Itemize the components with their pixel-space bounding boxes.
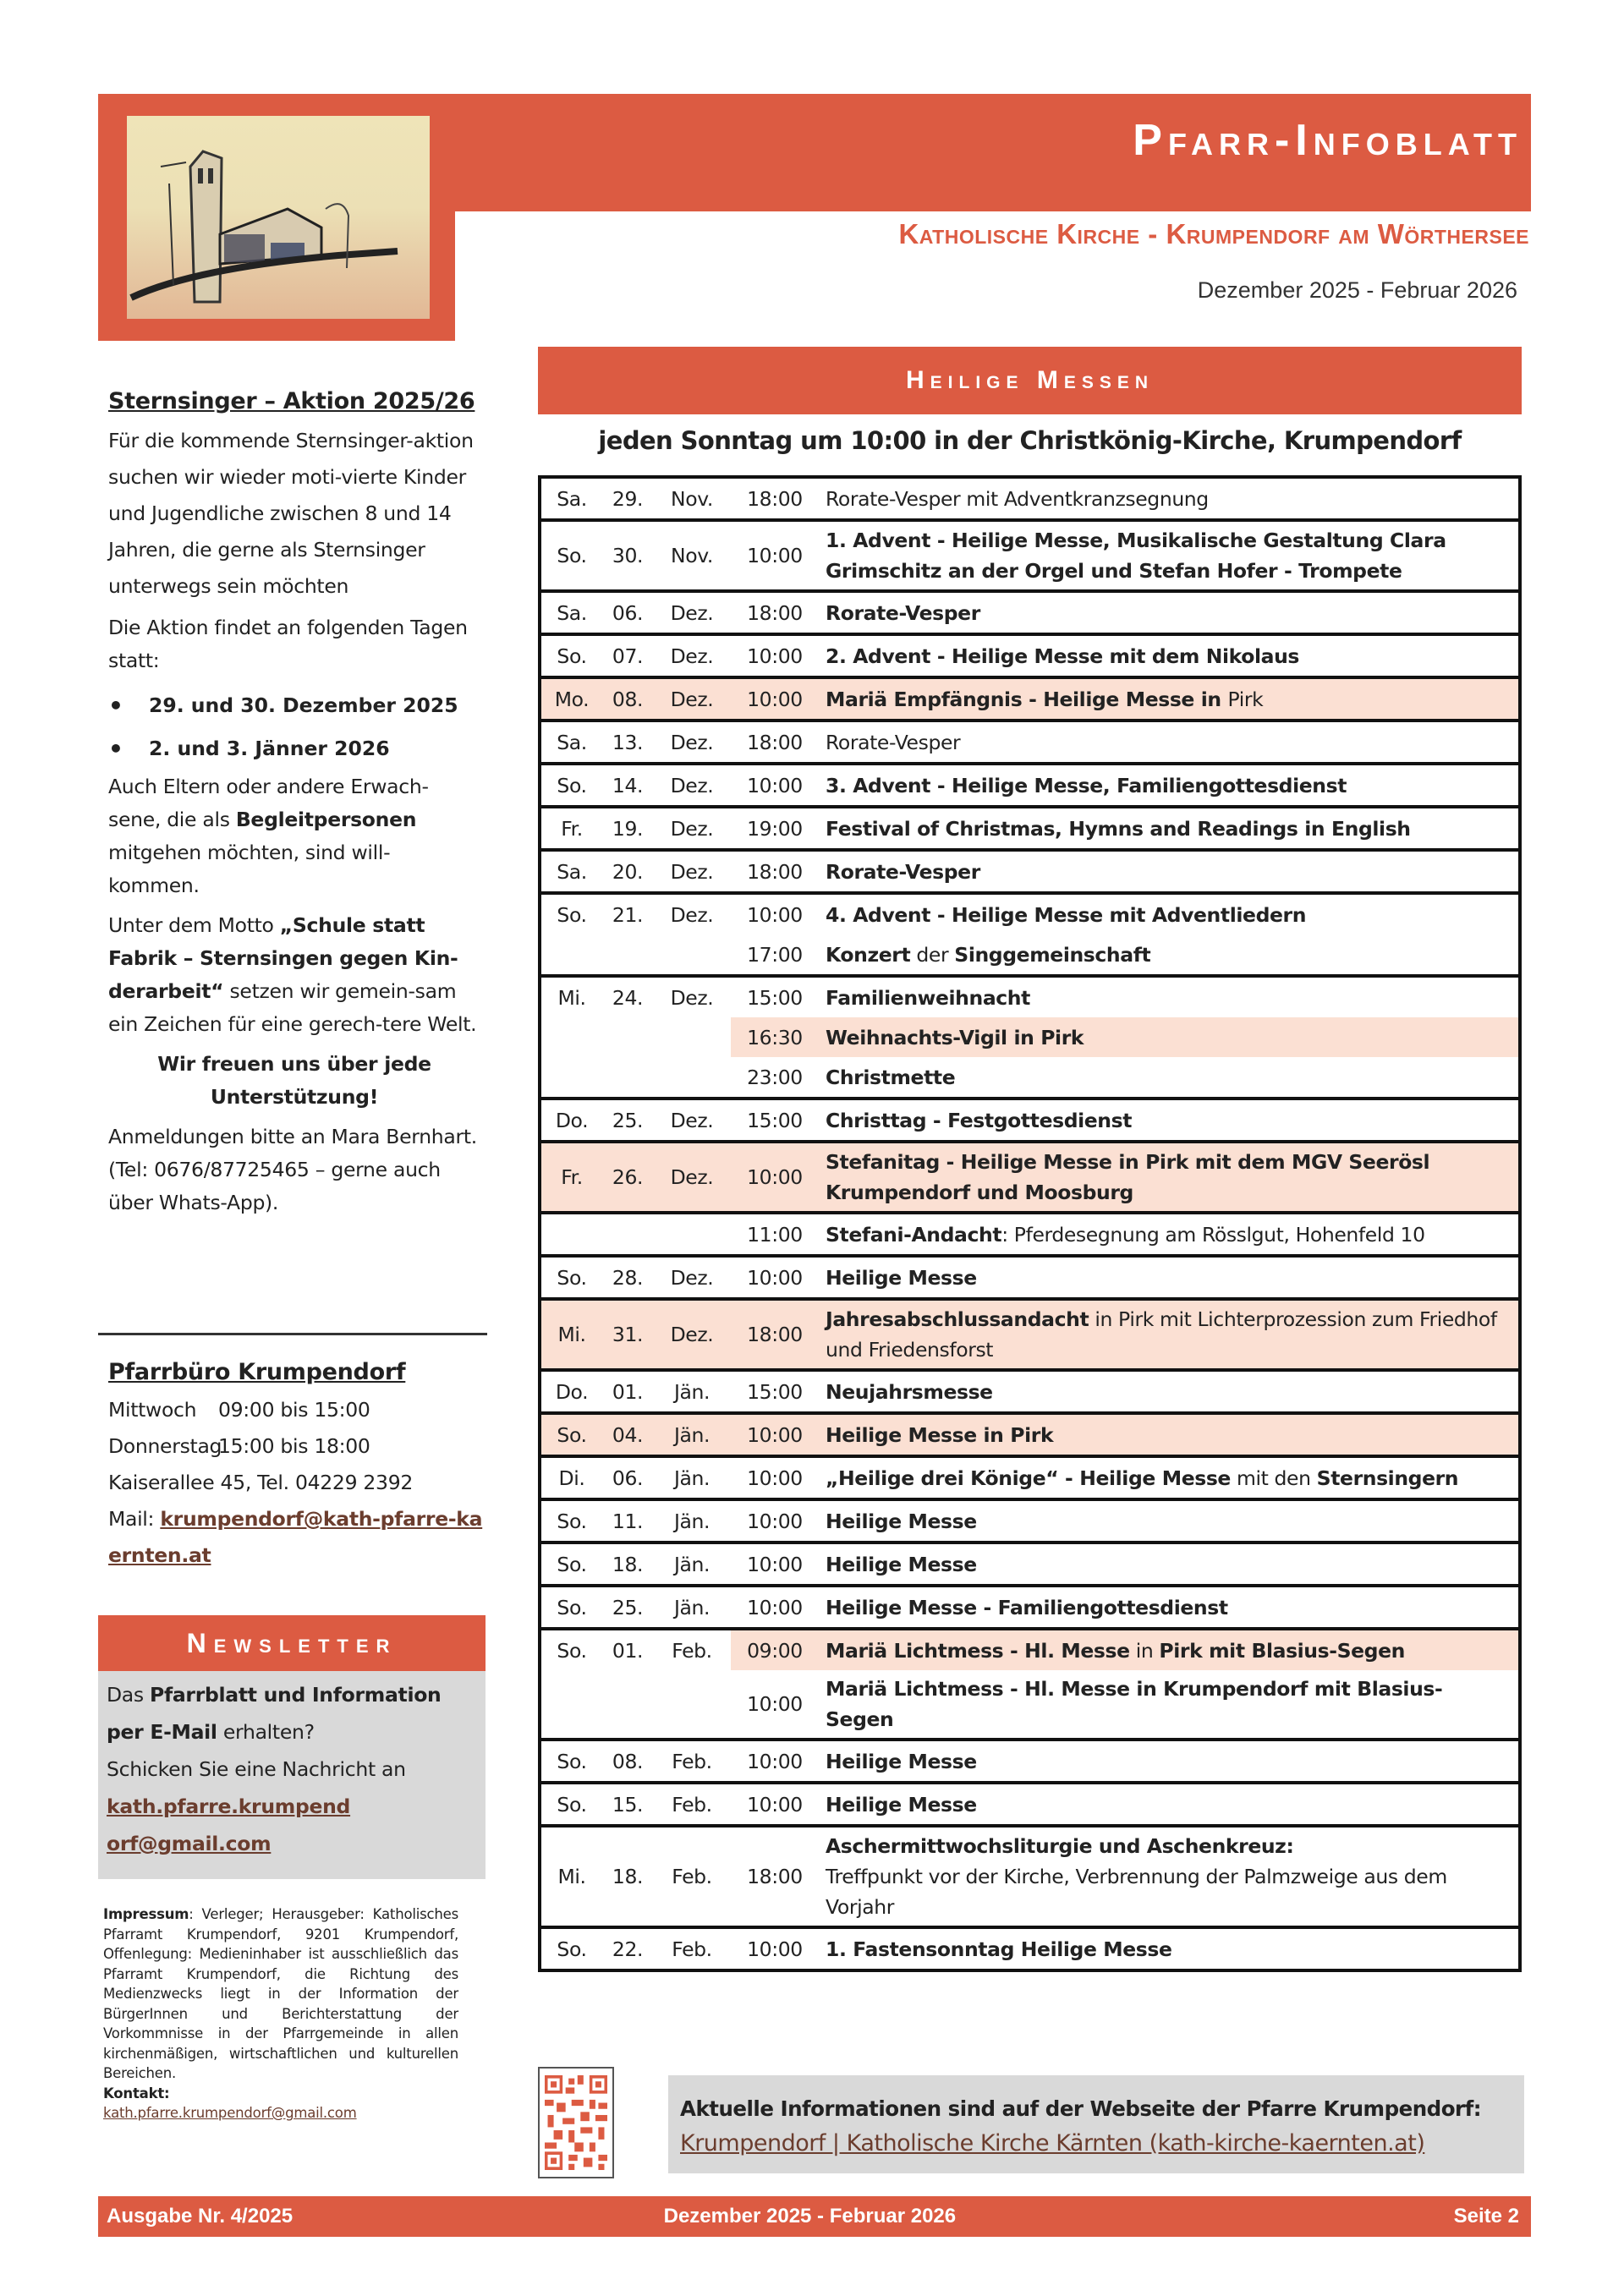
month-cell: Jän. <box>673 1595 710 1619</box>
text: Unter dem Motto <box>108 913 280 937</box>
date-cell: 11. <box>612 1509 644 1533</box>
schedule-group <box>541 808 1518 852</box>
month-cell: Dez. <box>670 902 714 927</box>
date-cell: 19. <box>612 816 644 841</box>
schedule-row <box>541 1100 1518 1140</box>
qr-code[interactable] <box>538 2067 614 2178</box>
page-footer <box>98 2196 1531 2237</box>
schedule-group <box>541 1741 1518 1784</box>
description-text: Neujahrsmesse <box>826 1379 993 1404</box>
date-cell: 25. <box>612 1595 644 1619</box>
schedule-group <box>541 1458 1518 1501</box>
date-cell: 08. <box>612 687 644 711</box>
sternsinger-section <box>108 382 480 1226</box>
schedule-group <box>541 722 1518 765</box>
description-text: 2. Advent - Heilige Messe mit dem Nikolaus <box>826 644 1300 668</box>
date-cell: 28. <box>612 1265 644 1290</box>
office-heading: Pfarrbüro Krumpendorf <box>108 1359 406 1385</box>
text-bold: Pfarrblatt und Information per E-Mail <box>107 1683 442 1744</box>
mail-label: Mail: <box>108 1507 161 1531</box>
sternsinger-dates-list <box>108 684 480 770</box>
date-cell: 24. <box>612 985 644 1010</box>
weekday-cell: Di. <box>558 1466 585 1490</box>
description-text: Festival of Christmas, Hymns and Readings in English <box>826 816 1411 841</box>
description-cell <box>819 479 1518 518</box>
description-cell <box>819 765 1518 805</box>
month-cell: Dez. <box>670 1108 714 1132</box>
weekday-cell: Sa. <box>557 859 587 884</box>
description-cell <box>819 636 1518 676</box>
time-cell: 10:00 <box>747 687 803 711</box>
month-cell: Dez. <box>670 816 714 841</box>
description-cell <box>819 1670 1518 1738</box>
website-info-text: Aktuelle Informationen sind auf der Webseite der Pfarre Krumpendorf: <box>680 2096 1482 2121</box>
time-cell: 10:00 <box>747 544 803 567</box>
imprint <box>103 1904 458 2123</box>
schedule-row <box>541 1587 1518 1627</box>
description-cell <box>819 1929 1518 1969</box>
description-text: Mariä Empfängnis - Heilige Messe in <box>826 687 1228 711</box>
time-cell: 10:00 <box>747 1692 803 1716</box>
schedule-group <box>541 1544 1518 1587</box>
schedule-group <box>541 1587 1518 1630</box>
schedule-group <box>541 1214 1518 1258</box>
schedule-row <box>541 934 1518 974</box>
time-cell: 10:00 <box>747 902 803 927</box>
weekday-cell: Sa. <box>557 600 587 625</box>
text: setzen wir gemein-sam ein Zeichen für eine gerech-tere Welt. <box>108 979 477 1036</box>
weekday-cell: So. <box>557 1792 587 1817</box>
schedule-group <box>541 679 1518 722</box>
weekday-cell: Mi. <box>557 1323 586 1346</box>
time-cell: 18:00 <box>747 1865 803 1888</box>
sternsinger-thanks: Wir freuen uns über jede Unterstützung! <box>157 1052 431 1109</box>
newsletter-body <box>98 1671 486 1879</box>
date-cell: 18. <box>612 1865 644 1888</box>
month-cell: Jän. <box>673 1422 710 1447</box>
office-mail-link[interactable]: krumpendorf@kath-pfarre-kaernten.at <box>108 1507 483 1567</box>
description-cell <box>819 1143 1518 1211</box>
description-text: Heilige Messe <box>826 1749 977 1773</box>
description-cell <box>819 1784 1518 1824</box>
time-cell: 09:00 <box>731 1630 819 1670</box>
date-cell: 21. <box>612 902 644 927</box>
description-text: 1. Advent - Heilige Messe, Musikalische Gestaltung Clara Grimschitz an der Orgel und Stefan Hofer - Trompete <box>826 529 1446 583</box>
weekday-cell: Do. <box>555 1108 589 1132</box>
description-cell <box>819 978 1518 1017</box>
description-cell <box>819 1017 1518 1057</box>
description-cell <box>819 679 1518 719</box>
schedule-row <box>541 978 1518 1017</box>
month-cell: Dez. <box>670 773 714 797</box>
description-cell <box>819 593 1518 633</box>
description-text: Rorate-Vesper mit Adventkranzsegnung <box>826 486 1209 511</box>
schedule-group <box>541 636 1518 679</box>
office-mail <box>108 1501 489 1574</box>
schedule-row <box>541 1258 1518 1297</box>
month-cell: Feb. <box>672 1937 712 1961</box>
time-cell: 10:00 <box>747 1509 803 1533</box>
sternsinger-intro: Für die kommende Sternsinger-aktion suchen wir wieder moti-vierte Kinder und Jugendliche zwischen 8 und 14 Jahren, die gerne als Sternsinger unterwegs sein möchten <box>108 429 474 598</box>
office-hours-row <box>108 1392 489 1428</box>
weekday-cell: So. <box>557 1937 587 1961</box>
date-cell: 22. <box>612 1937 644 1961</box>
description-cell <box>819 722 1518 762</box>
description-text: Singgemeinschaft <box>954 942 1151 967</box>
office-time: 15:00 bis 18:00 <box>218 1434 370 1458</box>
schedule-row <box>541 479 1518 518</box>
date-cell: 07. <box>612 644 644 668</box>
month-cell: Dez. <box>670 859 714 884</box>
time-cell: 10:00 <box>747 644 803 668</box>
weekday-cell: Fr. <box>561 1165 583 1189</box>
office-day: Mittwoch <box>108 1398 197 1422</box>
header-date-range: Dezember 2025 - Februar 2026 <box>1197 277 1517 303</box>
month-cell: Nov. <box>671 486 713 511</box>
month-cell: Feb. <box>672 1865 712 1888</box>
schedule-group <box>541 1784 1518 1827</box>
month-cell: Jän. <box>673 1509 710 1533</box>
month-cell: Jän. <box>673 1552 710 1576</box>
schedule-row <box>541 1784 1518 1824</box>
schedule-row <box>541 1372 1518 1411</box>
footer-issue: Ausgabe Nr. 4/2025 <box>107 2205 294 2228</box>
sunday-note: jeden Sonntag um 10:00 in der Christkönig-Kirche, Krumpendorf <box>598 426 1462 455</box>
weekday-cell: So. <box>557 1749 587 1773</box>
schedule-group <box>541 593 1518 636</box>
schedule-row <box>541 808 1518 848</box>
description-text: Pirk <box>1227 687 1264 711</box>
schedule-group <box>541 522 1518 593</box>
month-cell: Dez. <box>670 644 714 668</box>
date-cell: 04. <box>612 1422 644 1447</box>
weekday-cell: Mi. <box>557 1865 586 1888</box>
time-cell: 10:00 <box>747 1595 803 1619</box>
description-cell <box>819 1827 1518 1926</box>
imprint-label: Impressum <box>103 1906 189 1922</box>
description-text: Familienweihnacht <box>826 985 1030 1010</box>
description-text: Stefani-Andacht <box>826 1222 1002 1247</box>
weekday-cell: So. <box>557 1595 587 1619</box>
motto-bold: „Schule statt Fabrik – Sternsingen gegen Kin-derarbeit“ <box>108 913 458 1003</box>
schedule-row <box>541 1415 1518 1455</box>
time-cell: 17:00 <box>747 942 803 967</box>
footer-page-number: Seite 2 <box>1453 2205 1519 2228</box>
time-cell: 18:00 <box>747 859 803 884</box>
weekday-cell: Sa. <box>557 486 587 511</box>
schedule-group <box>541 1501 1518 1544</box>
date-cell: 13. <box>612 730 644 754</box>
time-cell: 10:00 <box>747 1749 803 1773</box>
weekday-cell: So. <box>557 644 587 668</box>
description-text: Heilige Messe <box>826 1552 977 1576</box>
sternsinger-motto <box>108 909 480 1041</box>
schedule-row <box>541 1929 1518 1969</box>
description-text: Jahresabschlussandacht <box>826 1307 1089 1331</box>
schedule-group <box>541 1929 1518 1969</box>
time-cell: 15:00 <box>747 985 803 1010</box>
schedule-row <box>541 1458 1518 1498</box>
schedule-row <box>541 1544 1518 1584</box>
time-cell: 10:00 <box>747 1265 803 1290</box>
description-text: 3. Advent - Heilige Messe, Familiengottesdienst <box>826 773 1347 797</box>
description-text: Mariä Lichtmess - Hl. Messe in Krumpendorf mit Blasius-Segen <box>826 1677 1443 1731</box>
weekday-cell: Do. <box>555 1379 589 1404</box>
sternsinger-date-item: • 29. und 30. Dezember 2025 <box>108 684 480 727</box>
newsletter-email-link[interactable]: kath.pfarre.krumpendorf@gmail.com <box>107 1795 351 1855</box>
schedule-group <box>541 978 1518 1100</box>
description-cell <box>819 934 1518 974</box>
schedule-group <box>541 1100 1518 1143</box>
description-text: 4. Advent - Heilige Messe mit Adventliedern <box>826 902 1307 927</box>
month-cell: Feb. <box>672 1792 712 1817</box>
description-text: der <box>910 942 955 967</box>
time-cell: 15:00 <box>747 1379 803 1404</box>
time-cell: 10:00 <box>747 1792 803 1817</box>
description-text: „Heilige drei Könige“ - Heilige Messe <box>826 1466 1231 1490</box>
weekday-cell: So. <box>557 1509 587 1533</box>
description-cell <box>819 1630 1518 1670</box>
description-text: Konzert <box>826 942 911 967</box>
schedule-row <box>541 593 1518 633</box>
schedule-row <box>541 1143 1518 1211</box>
description-cell <box>819 1741 1518 1781</box>
description-text: Christtag - Festgottesdienst <box>826 1108 1133 1132</box>
month-cell: Dez. <box>670 1265 714 1290</box>
office-time: 09:00 bis 15:00 <box>218 1398 370 1422</box>
schedule-row <box>541 765 1518 805</box>
description-cell <box>819 1415 1518 1455</box>
text: erhalten? <box>217 1720 315 1744</box>
schedule-group <box>541 1630 1518 1741</box>
office-address: Kaiserallee 45, Tel. 04229 2392 <box>108 1471 413 1494</box>
divider <box>98 1333 487 1335</box>
time-cell: 15:00 <box>747 1108 803 1132</box>
description-text: Heilige Messe in Pirk <box>826 1422 1054 1447</box>
description-text: Rorate-Vesper <box>826 859 980 884</box>
time-cell: 10:00 <box>747 1552 803 1576</box>
text-bold: Begleitpersonen <box>235 808 417 831</box>
weekday-cell: So. <box>557 1638 587 1663</box>
description-text: Heilige Messe <box>826 1509 977 1533</box>
date-cell: 15. <box>612 1792 644 1817</box>
description-cell <box>819 1100 1518 1140</box>
schedule-group <box>541 1301 1518 1372</box>
page-subtitle: Katholische Kirche - Krumpendorf am Wörthersee <box>898 218 1529 249</box>
description-text: mit den <box>1230 1466 1317 1490</box>
schedule-row <box>541 679 1518 719</box>
schedule-row <box>541 1630 1518 1670</box>
time-cell: 16:30 <box>731 1017 819 1057</box>
time-cell: 18:00 <box>747 1323 803 1346</box>
description-cell <box>819 1258 1518 1297</box>
church-painting-image <box>127 116 430 319</box>
weekday-cell: Sa. <box>557 730 587 754</box>
time-cell: 10:00 <box>747 773 803 797</box>
weekday-cell: So. <box>557 1552 587 1576</box>
office-day: Donnerstag <box>108 1434 222 1458</box>
month-cell: Jän. <box>673 1466 710 1490</box>
month-cell: Feb. <box>672 1749 712 1773</box>
website-link[interactable]: Krumpendorf | Katholische Kirche Kärnten (kath-kirche-kaernten.at) <box>680 2130 1425 2156</box>
schedule-row <box>541 1741 1518 1781</box>
sternsinger-days-intro: Die Aktion findet an folgenden Tagen statt: <box>108 616 468 672</box>
weekday-cell: Mo. <box>554 687 590 711</box>
time-cell: 10:00 <box>747 1937 803 1961</box>
weekday-cell: So. <box>557 1265 587 1290</box>
description-text: Treffpunkt vor der Kirche, Verbrennung der Palmzweige aus dem Vorjahr <box>826 1865 1447 1919</box>
month-cell: Feb. <box>672 1638 712 1663</box>
description-text: Weihnachts-Vigil in Pirk <box>826 1025 1084 1049</box>
weekday-cell: So. <box>557 544 587 567</box>
description-cell <box>819 808 1518 848</box>
sternsinger-date-item: • 2. und 3. Jänner 2026 <box>108 727 480 770</box>
schedule-group <box>541 1827 1518 1929</box>
description-text: Heilige Messe <box>826 1265 977 1290</box>
schedule-row <box>541 522 1518 589</box>
description-cell <box>819 852 1518 891</box>
description-text: Christmette <box>826 1065 956 1089</box>
time-cell: 11:00 <box>747 1222 803 1247</box>
date-cell: 06. <box>612 600 644 625</box>
time-cell: 23:00 <box>747 1065 803 1089</box>
newsletter-heading: Newsletter <box>98 1615 486 1671</box>
description-cell <box>819 1214 1518 1254</box>
time-cell: 19:00 <box>747 816 803 841</box>
date-cell: 01. <box>612 1379 644 1404</box>
text: Auch Eltern oder andere Erwach-sene, die als <box>108 775 429 831</box>
schedule-row <box>541 1214 1518 1254</box>
weekday-cell: So. <box>557 902 587 927</box>
description-cell <box>819 522 1518 589</box>
description-text: in Pirk mit Lichterprozession zum Friedhof und Friedensforst <box>826 1307 1497 1362</box>
schedule-group <box>541 1415 1518 1458</box>
office-section <box>108 1353 489 1574</box>
description-cell <box>819 1587 1518 1627</box>
sternsinger-heading: Sternsinger – Aktion 2025/26 <box>108 388 475 414</box>
date-cell: 18. <box>612 1552 644 1576</box>
schedule-row <box>541 1670 1518 1738</box>
newsletter-text <box>107 1676 477 1751</box>
schedule-row <box>541 1301 1518 1368</box>
schedule-row <box>541 895 1518 934</box>
website-info-box <box>668 2075 1524 2173</box>
weekday-cell: Mi. <box>557 985 586 1010</box>
description-text: Heilige Messe - Familiengottesdienst <box>826 1595 1228 1619</box>
sternsinger-adults <box>108 770 480 902</box>
text: Das <box>107 1683 151 1707</box>
date-cell: 30. <box>612 544 644 567</box>
imprint-text: : Verleger; Herausgeber: Katholisches Pfarramt Krumpendorf, 9201 Krumpendorf, Offenlegung: Medieninhaber ist ausschließlich das Pfarramt Krumpendorf, die Richtung des Medienzwecks liegt in der Information der BürgerInnen und Berichterstattung der Vorkommnisse in der Pfarrgemeinde in allen kirchenmäßigen, wirtschaftlichen und kulturellen Bereichen. <box>103 1906 458 2081</box>
footer-period: Dezember 2025 - Februar 2026 <box>663 2205 957 2228</box>
description-cell <box>819 895 1518 934</box>
date-cell: 08. <box>612 1749 644 1773</box>
date-cell: 29. <box>612 486 644 511</box>
description-cell <box>819 1372 1518 1411</box>
description-text: Sternsingern <box>1316 1466 1459 1490</box>
time-cell: 18:00 <box>747 486 803 511</box>
schedule-group <box>541 852 1518 895</box>
imprint-contact-label: Kontakt: <box>103 2085 170 2101</box>
weekday-cell: So. <box>557 1422 587 1447</box>
time-cell: 10:00 <box>747 1422 803 1447</box>
date-cell: 20. <box>612 859 644 884</box>
month-cell: Dez. <box>670 600 714 625</box>
schedule-row <box>541 1827 1518 1926</box>
description-cell <box>819 1057 1518 1097</box>
month-cell: Jän. <box>673 1379 710 1404</box>
month-cell: Nov. <box>671 544 713 567</box>
description-text: : Pferdesegnung am Rösslgut, Hohenfeld 10 <box>1001 1222 1425 1247</box>
description-text: in <box>1129 1638 1160 1663</box>
schedule-row <box>541 722 1518 762</box>
weekday-cell: So. <box>557 773 587 797</box>
imprint-contact-email[interactable]: kath.pfarre.krumpendorf@gmail.com <box>103 2105 357 2121</box>
month-cell: Dez. <box>670 1165 714 1189</box>
sternsinger-signup: Anmeldungen bitte an Mara Bernhart. (Tel: 0676/87725465 – gerne auch über Whats-App). <box>108 1125 477 1214</box>
qr-code-icon <box>545 2075 607 2170</box>
description-text: 1. Fastensonntag Heilige Messe <box>826 1937 1172 1961</box>
description-text: Rorate-Vesper <box>826 730 961 754</box>
description-text: Rorate-Vesper <box>826 600 980 625</box>
schedule-group <box>541 479 1518 522</box>
schedule-row <box>541 852 1518 891</box>
description-cell <box>819 1544 1518 1584</box>
schedule-group <box>541 1372 1518 1415</box>
month-cell: Dez. <box>670 730 714 754</box>
schedule-row <box>541 1501 1518 1541</box>
schedule-row <box>541 1057 1518 1097</box>
schedule-group <box>541 1258 1518 1301</box>
office-hours-row <box>108 1428 489 1465</box>
time-cell: 10:00 <box>747 1466 803 1490</box>
schedule-group <box>541 895 1518 978</box>
description-text: Stefanitag - Heilige Messe in Pirk mit dem MGV Seerösl Krumpendorf und Moosburg <box>826 1150 1430 1204</box>
page-title: Pfarr-Infoblatt <box>1133 116 1522 165</box>
date-cell: 14. <box>612 773 644 797</box>
schedule-group <box>541 765 1518 808</box>
description-cell <box>819 1501 1518 1541</box>
description-text: Heilige Messe <box>826 1792 977 1817</box>
date-cell: 26. <box>612 1165 644 1189</box>
description-text: Aschermittwochsliturgie und Aschenkreuz: <box>826 1834 1294 1858</box>
date-cell: 25. <box>612 1108 644 1132</box>
description-text: Mariä Lichtmess - Hl. Messe <box>826 1638 1130 1663</box>
schedule-row <box>541 636 1518 676</box>
description-cell <box>819 1301 1518 1368</box>
weekday-cell: Fr. <box>561 816 583 841</box>
schedule-row <box>541 1017 1518 1057</box>
date-cell: 31. <box>612 1323 644 1346</box>
messen-heading: Heilige Messen <box>538 347 1522 414</box>
time-cell: 18:00 <box>747 600 803 625</box>
date-cell: 01. <box>612 1638 644 1663</box>
schedule-group <box>541 1143 1518 1214</box>
date-cell: 06. <box>612 1466 644 1490</box>
month-cell: Dez. <box>670 687 714 711</box>
text: mitgehen möchten, sind will-kommen. <box>108 841 391 897</box>
description-text: Pirk mit Blasius-Segen <box>1159 1638 1405 1663</box>
month-cell: Dez. <box>670 985 714 1010</box>
month-cell: Dez. <box>670 1323 714 1346</box>
time-cell: 18:00 <box>747 730 803 754</box>
newsletter-instruction: Schicken Sie eine Nachricht an <box>107 1757 406 1781</box>
time-cell: 10:00 <box>747 1165 803 1189</box>
description-cell <box>819 1458 1518 1498</box>
mass-schedule-table <box>538 475 1522 1972</box>
